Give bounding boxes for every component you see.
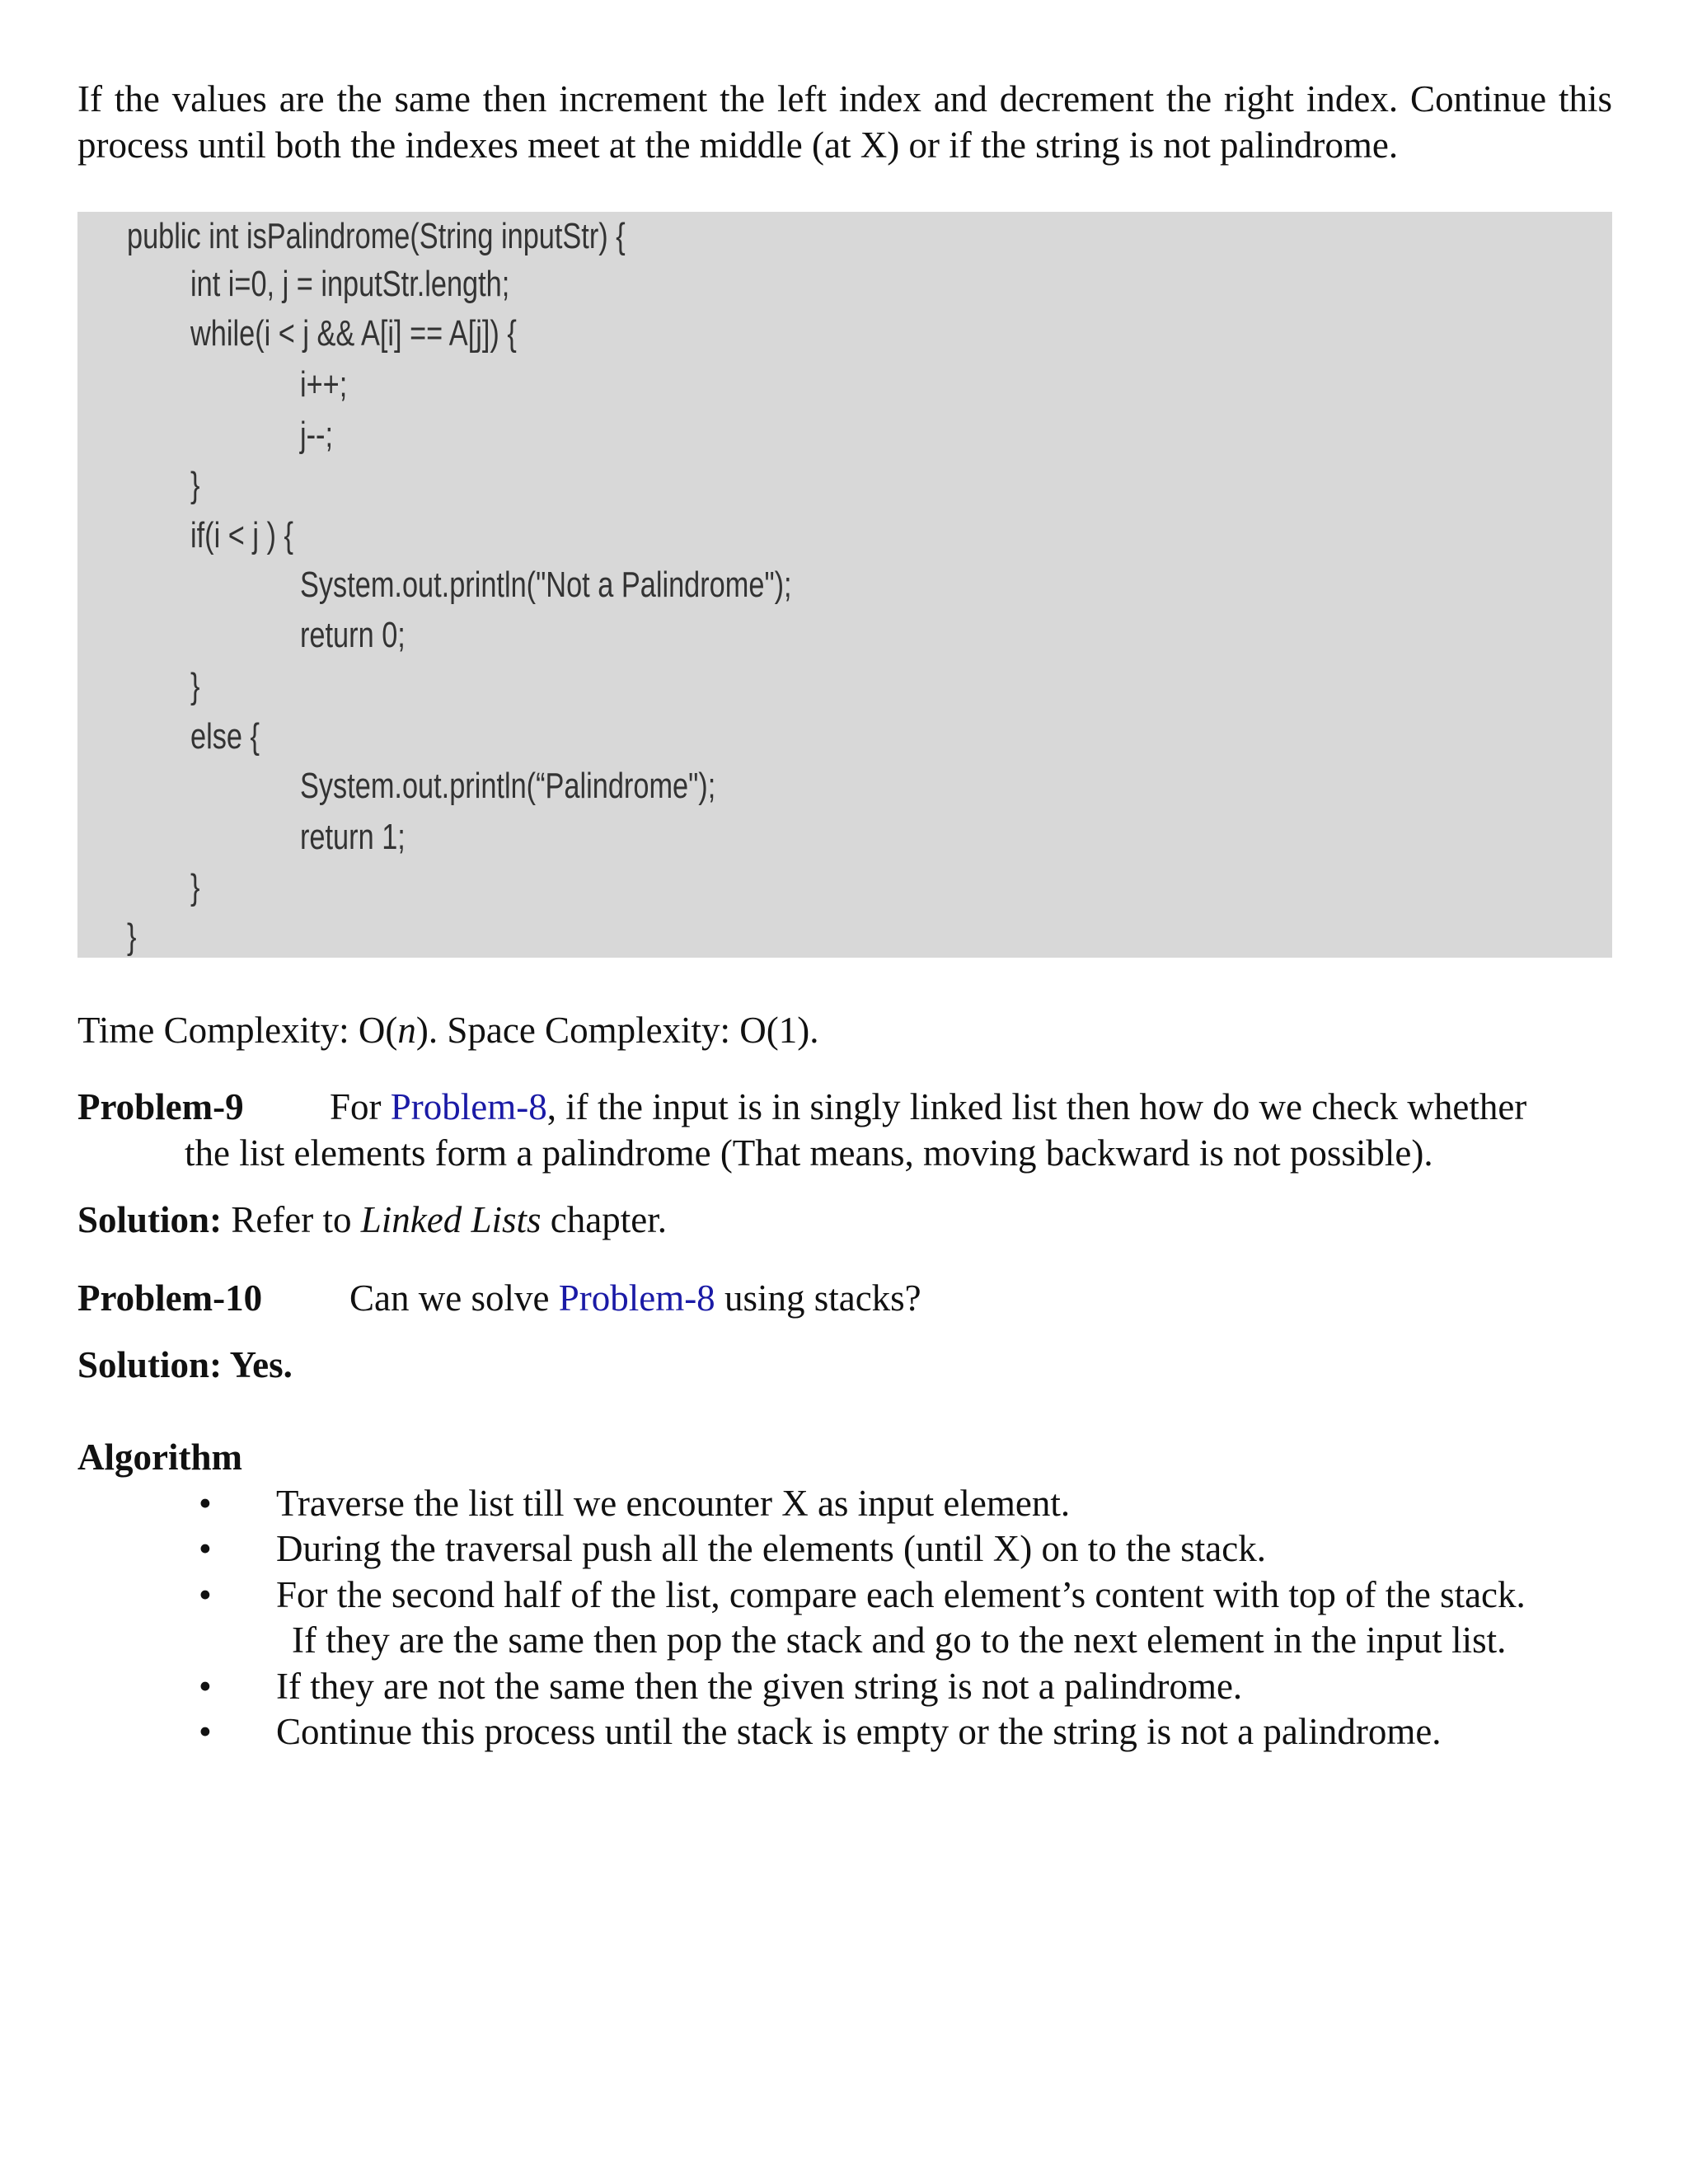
problem-8-link[interactable]: Problem-8 bbox=[390, 1086, 547, 1127]
code-line: i++; bbox=[300, 364, 348, 405]
code-line: return 0; bbox=[300, 615, 406, 655]
bullet-icon: • bbox=[199, 1574, 212, 1615]
code-line: } bbox=[190, 666, 200, 706]
code-line: System.out.println("Not a Palindrome"); bbox=[300, 565, 792, 605]
code-line: if(i < j ) { bbox=[190, 515, 293, 555]
bullet-icon: • bbox=[199, 1666, 212, 1707]
code-block bbox=[77, 212, 1612, 958]
list-item: Continue this process until the stack is empty or the string is not a palindrome. bbox=[276, 1711, 1442, 1752]
code-line: } bbox=[190, 465, 200, 505]
solution-9: Solution: Refer to Linked Lists chapter. bbox=[77, 1199, 667, 1240]
list-item: Traverse the list till we encounter X as input element. bbox=[276, 1483, 1071, 1524]
solution-10: Solution: Yes. bbox=[77, 1344, 293, 1385]
problem-9-label: Problem-9 bbox=[77, 1086, 244, 1127]
intro-paragraph: If the values are the same then increment the left index and decrement the right index. Continue this process until both the indexes meet at the middle (at X) or if the string is not palindrome. bbox=[77, 78, 1612, 166]
complexity-line: Time Complexity: O(n). Space Complexity: O(1). bbox=[77, 1010, 819, 1051]
list-item-continued: If they are the same then pop the stack and go to the next element in the input list. bbox=[292, 1619, 1507, 1661]
code-line: } bbox=[190, 867, 200, 907]
code-line: public int isPalindrome(String inputStr) { bbox=[127, 216, 626, 256]
problem-8-link[interactable]: Problem-8 bbox=[558, 1277, 715, 1319]
bullet-icon: • bbox=[199, 1711, 212, 1752]
problem-10-text: Can we solve Problem-8 using stacks? bbox=[349, 1277, 921, 1319]
algorithm-heading: Algorithm bbox=[77, 1436, 242, 1478]
code-line: else { bbox=[190, 716, 260, 757]
problem-10-label: Problem-10 bbox=[77, 1277, 263, 1319]
list-item: If they are not the same then the given string is not a palindrome. bbox=[276, 1666, 1243, 1707]
code-line: int i=0, j = inputStr.length; bbox=[190, 264, 510, 304]
code-line: return 1; bbox=[300, 817, 406, 857]
bullet-icon: • bbox=[199, 1483, 212, 1524]
code-line: System.out.println(“Palindrome"); bbox=[300, 766, 716, 806]
problem-9-text-continued: the list elements form a palindrome (That means, moving backward is not possible). bbox=[185, 1132, 1433, 1174]
bullet-icon: • bbox=[199, 1528, 212, 1569]
list-item: During the traversal push all the elements (until X) on to the stack. bbox=[276, 1528, 1266, 1569]
code-line: while(i < j && A[i] == A[j]) { bbox=[190, 313, 517, 354]
code-line: } bbox=[127, 916, 137, 957]
list-item: For the second half of the list, compare each element’s content with top of the stack. bbox=[276, 1574, 1526, 1615]
problem-9-text: For Problem-8, if the input is in singly linked list then how do we check whether bbox=[330, 1086, 1527, 1127]
code-line: j--; bbox=[300, 415, 334, 455]
